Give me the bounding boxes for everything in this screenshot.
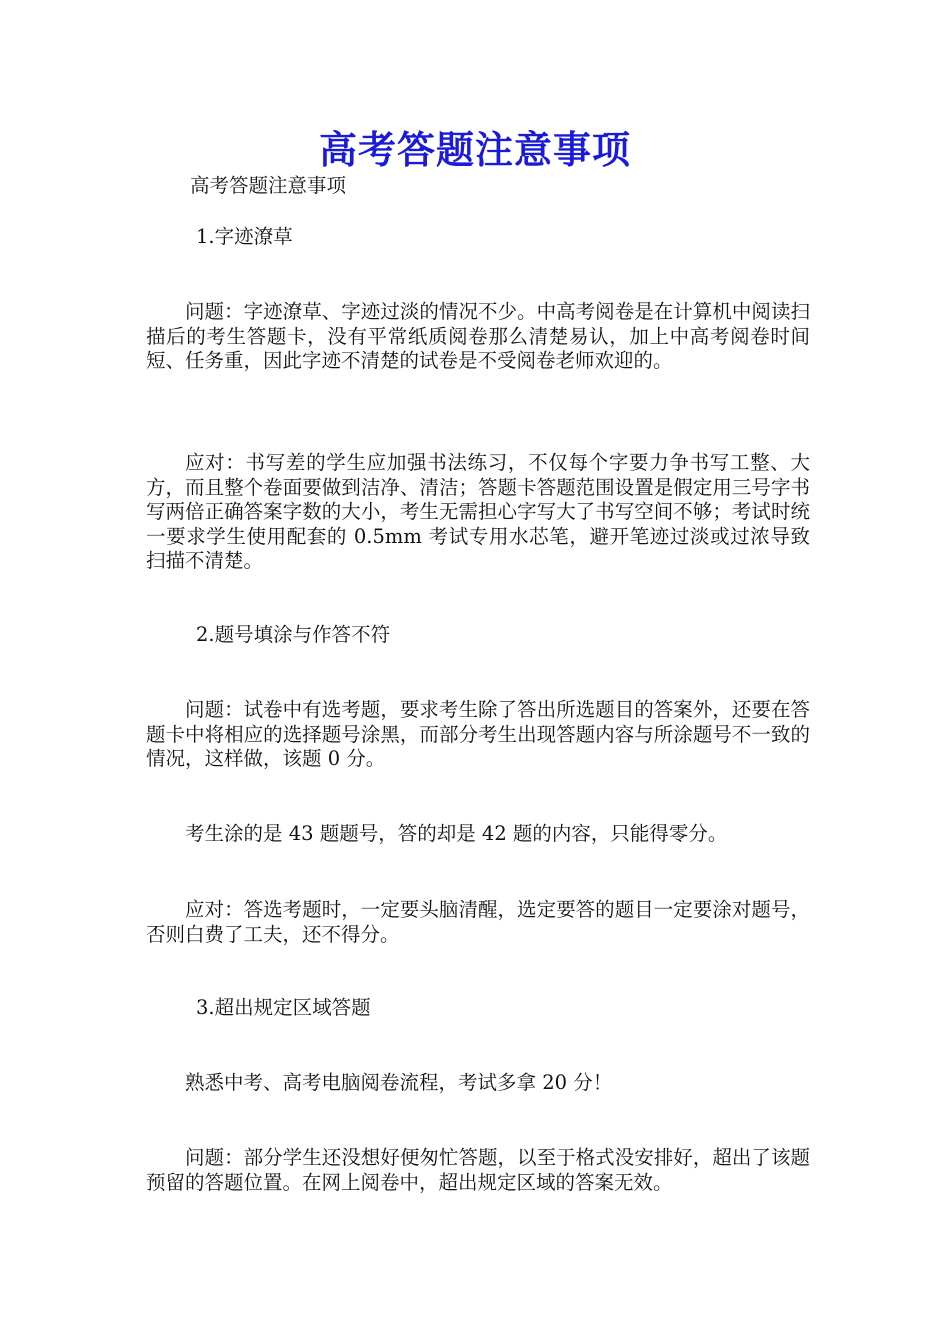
paragraph-problem-2: 问题：试卷中有选考题，要求考生除了答出所选题目的答案外，还要在答题卡中将相应的选择题号涂黑，而部分考生出现答题内容与所涂题号不一致的情况，这样做，该题 0 分。 [146,698,810,770]
section-heading-2: 2.题号填涂与作答不符 [196,623,391,646]
document-subtitle: 高考答题注意事项 [190,174,347,197]
document-title: 高考答题注意事项 [318,127,631,172]
paragraph-note-3: 熟悉中考、高考电脑阅卷流程，考试多拿 20 分！ [185,1071,613,1094]
paragraph-response-1: 应对：书写差的学生应加强书法练习，不仅每个字要力争书写工整、大方，而且整个卷面要做到洁净、清洁；答题卡答题范围设置是假定用三号字书写两倍正确答案字数的大小，考生无需担心字写大了书写空间不够；考试时统一要求学生使用配套的 0.5mm 考试专用水芯笔，避开笔迹过淡或过浓导致扫描不清楚。 [146,451,810,572]
paragraph-response-2: 应对：答选考题时，一定要头脑清醒，选定要答的题目一定要涂对题号，否则白费了工夫，还不得分。 [146,898,810,946]
paragraph-problem-3: 问题：部分学生还没想好便匆忙答题，以至于格式没安排好，超出了该题预留的答题位置。在网上阅卷中，超出规定区域的答案无效。 [146,1146,810,1194]
section-heading-3: 3.超出规定区域答题 [196,996,371,1019]
paragraph-problem-1: 问题：字迹潦草、字迹过淡的情况不少。中高考阅卷是在计算机中阅读扫描后的考生答题卡，没有平常纸质阅卷那么清楚易认，加上中高考阅卷时间短、任务重，因此字迹不清楚的试卷是不受阅卷老师欢迎的。 [146,300,810,372]
section-heading-1: 1.字迹潦草 [196,225,293,248]
paragraph-example-2: 考生涂的是 43 题题号，答的却是 42 题的内容，只能得零分。 [185,822,728,845]
